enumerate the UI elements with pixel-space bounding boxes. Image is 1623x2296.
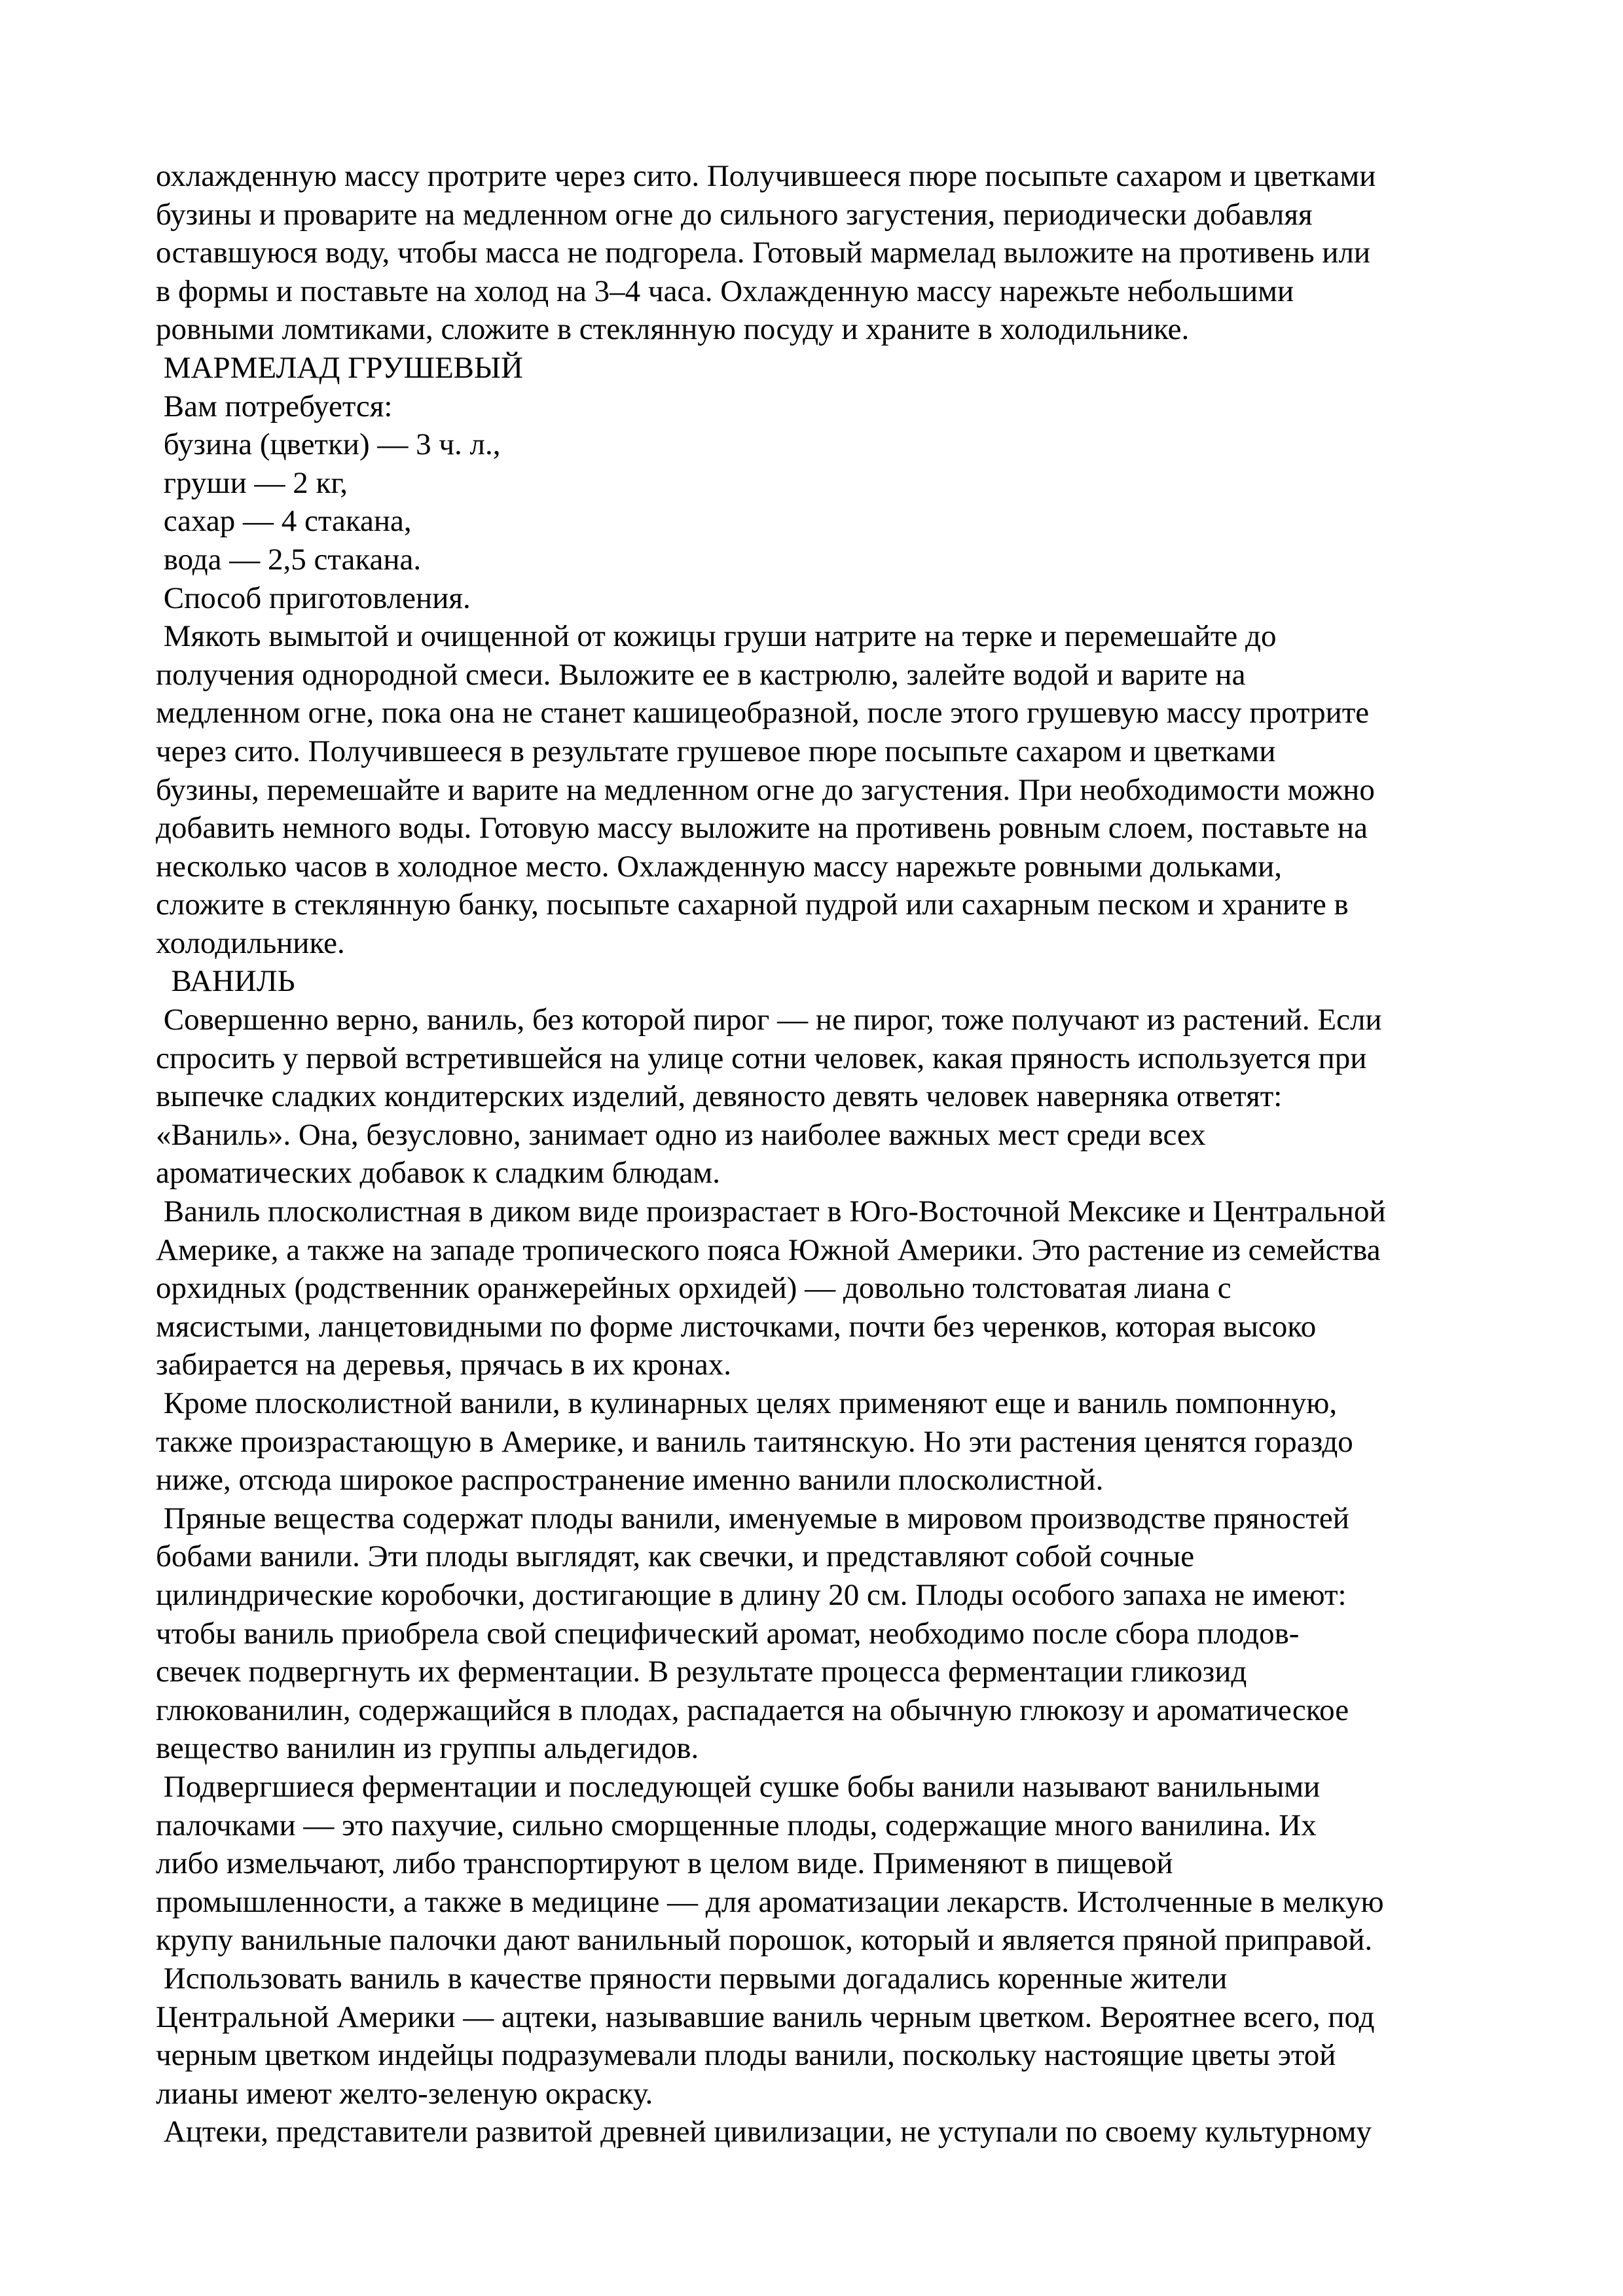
text-line: через сито. Получившееся в результате грушевое пюре посыпьте сахаром и цветками bbox=[156, 734, 1276, 768]
text-line: крупу ванильные палочки дают ванильный порошок, который и является пряной приправой. bbox=[156, 1923, 1373, 1958]
text-line: Мякоть вымытой и очищенной от кожицы груши натрите на терке и перемешайте до bbox=[156, 619, 1277, 654]
text-line: Ацтеки, представители развитой древней цивилизации, не уступали по своему культурному bbox=[156, 2115, 1372, 2149]
text-line: ВАНИЛЬ bbox=[156, 964, 295, 999]
text-line: добавить немного воды. Готовую массу выложите на противень ровным слоем, поставьте на bbox=[156, 811, 1368, 846]
text-line: Центральной Америки — ацтеки, называвшие ваниль черным цветком. Вероятнее всего, под bbox=[156, 2000, 1375, 2034]
text-line: Америке, а также на западе тропического пояса Южной Америки. Это растение из семейства bbox=[156, 1232, 1381, 1267]
text-line: бузины и проварите на медленном огне до сильного загустения, периодически добавляя bbox=[156, 197, 1313, 232]
text-line: забирается на деревья, прячась в их кронах. bbox=[156, 1348, 731, 1382]
text-line: также произрастающую в Америке, и ваниль таитянскую. Но эти растения ценятся гораздо bbox=[156, 1424, 1353, 1459]
text-line: черным цветком индейцы подразумевали плоды ванили, поскольку настоящие цветы этой bbox=[156, 2038, 1336, 2073]
text-line: несколько часов в холодное место. Охлажденную массу нарежьте ровными дольками, bbox=[156, 849, 1283, 884]
text-line: получения однородной смеси. Выложите ее в кастрюлю, залейте водой и варите на bbox=[156, 657, 1246, 692]
text-line: выпечке сладких кондитерских изделий, девяносто девять человек наверняка ответят: bbox=[156, 1079, 1283, 1114]
text-line: бобами ванили. Эти плоды выглядят, как свечки, и представляют собой сочные bbox=[156, 1539, 1195, 1574]
text-line: Использовать ваниль в качестве пряности первыми догадались коренные жители bbox=[156, 1961, 1228, 1996]
text-line: сахар — 4 стакана, bbox=[156, 504, 412, 539]
text-line: МАРМЕЛАД ГРУШЕВЫЙ bbox=[156, 350, 523, 385]
text-line: орхидных (родственник оранжерейных орхидей) — довольно толстоватая лиана с bbox=[156, 1271, 1231, 1306]
text-line: Способ приготовления. bbox=[156, 581, 471, 615]
text-line: вещество ванилин из группы альдегидов. bbox=[156, 1731, 699, 1766]
text-line: ниже, отсюда широкое распространение именно ванили плосколистной. bbox=[156, 1463, 1104, 1498]
text-line: ароматических добавок к сладким блюдам. bbox=[156, 1156, 720, 1191]
text-line: промышленности, а также в медицине — для ароматизации лекарств. Истолченные в мелкую bbox=[156, 1884, 1384, 1919]
text-line: в формы и поставьте на холод на 3–4 часа. Охлажденную массу нарежьте небольшими bbox=[156, 274, 1294, 308]
text-line: Кроме плосколистной ванили, в кулинарных целях применяют еще и ваниль помпонную, bbox=[156, 1386, 1338, 1420]
text-line: глюкованилин, содержащийся в плодах, распадается на обычную глюкозу и ароматическое bbox=[156, 1693, 1349, 1727]
text-line: Вам потребуется: bbox=[156, 389, 393, 423]
text-line: палочками — это пахучие, сильно сморщенные плоды, содержащие много ванилина. Их bbox=[156, 1808, 1317, 1842]
text-line: бузины, перемешайте и варите на медленном огне до загустения. При необходимости можно bbox=[156, 772, 1375, 807]
text-line: чтобы ваниль приобрела свой специфический аромат, необходимо после сбора плодов- bbox=[156, 1616, 1300, 1651]
text-line: цилиндрические коробочки, достигающие в длину 20 см. Плоды особого запаха не имеют: bbox=[156, 1577, 1347, 1612]
text-line: медленном огне, пока она не станет кашицеобразной, после этого грушевую массу протрите bbox=[156, 696, 1370, 730]
text-line: оставшуюся воду, чтобы масса не подгорела. Готовый мармелад выложите на противень или bbox=[156, 236, 1371, 270]
text-line: либо измельчают, либо транспортируют в целом виде. Применяют в пищевой bbox=[156, 1846, 1173, 1881]
text-line: бузина (цветки) — 3 ч. л., bbox=[156, 427, 501, 462]
text-line: ровными ломтиками, сложите в стеклянную посуду и храните в холодильнике. bbox=[156, 312, 1190, 347]
text-line: Подвергшиеся ферментации и последующей сушке бобы ванили называют ванильными bbox=[156, 1769, 1321, 1804]
text-line: мясистыми, ланцетовидными по форме листочками, почти без черенков, которая высоко bbox=[156, 1309, 1317, 1344]
text-line: сложите в стеклянную банку, посыпьте сахарной пудрой или сахарным песком и храните в bbox=[156, 888, 1349, 922]
text-line: Пряные вещества содержат плоды ванили, именуемые в мировом производстве пряностей bbox=[156, 1501, 1349, 1535]
document-page bbox=[156, 157, 1485, 2151]
text-line: спросить у первой встретившейся на улице сотни человек, какая пряность используется при bbox=[156, 1041, 1367, 1075]
text-line: «Ваниль». Она, безусловно, занимает одно из наиболее важных мест среди всех bbox=[156, 1117, 1206, 1152]
text-line: охлажденную массу протрите через сито. Получившееся пюре посыпьте сахаром и цветками bbox=[156, 159, 1376, 193]
text-line: свечек подвергнуть их ферментации. В результате процесса ферментации гликозид bbox=[156, 1655, 1247, 1689]
text-line: Совершенно верно, ваниль, без которой пирог — не пирог, тоже получают из растений. Если bbox=[156, 1003, 1382, 1037]
text-line: груши — 2 кг, bbox=[156, 465, 348, 500]
text-line: Ваниль плосколистная в диком виде произрастает в Юго-Восточной Мексике и Центральной bbox=[156, 1194, 1386, 1229]
text-line: вода — 2,5 стакана. bbox=[156, 542, 422, 577]
text-line: лианы имеют желто-зеленую окраску. bbox=[156, 2076, 653, 2111]
text-line: холодильнике. bbox=[156, 925, 345, 960]
